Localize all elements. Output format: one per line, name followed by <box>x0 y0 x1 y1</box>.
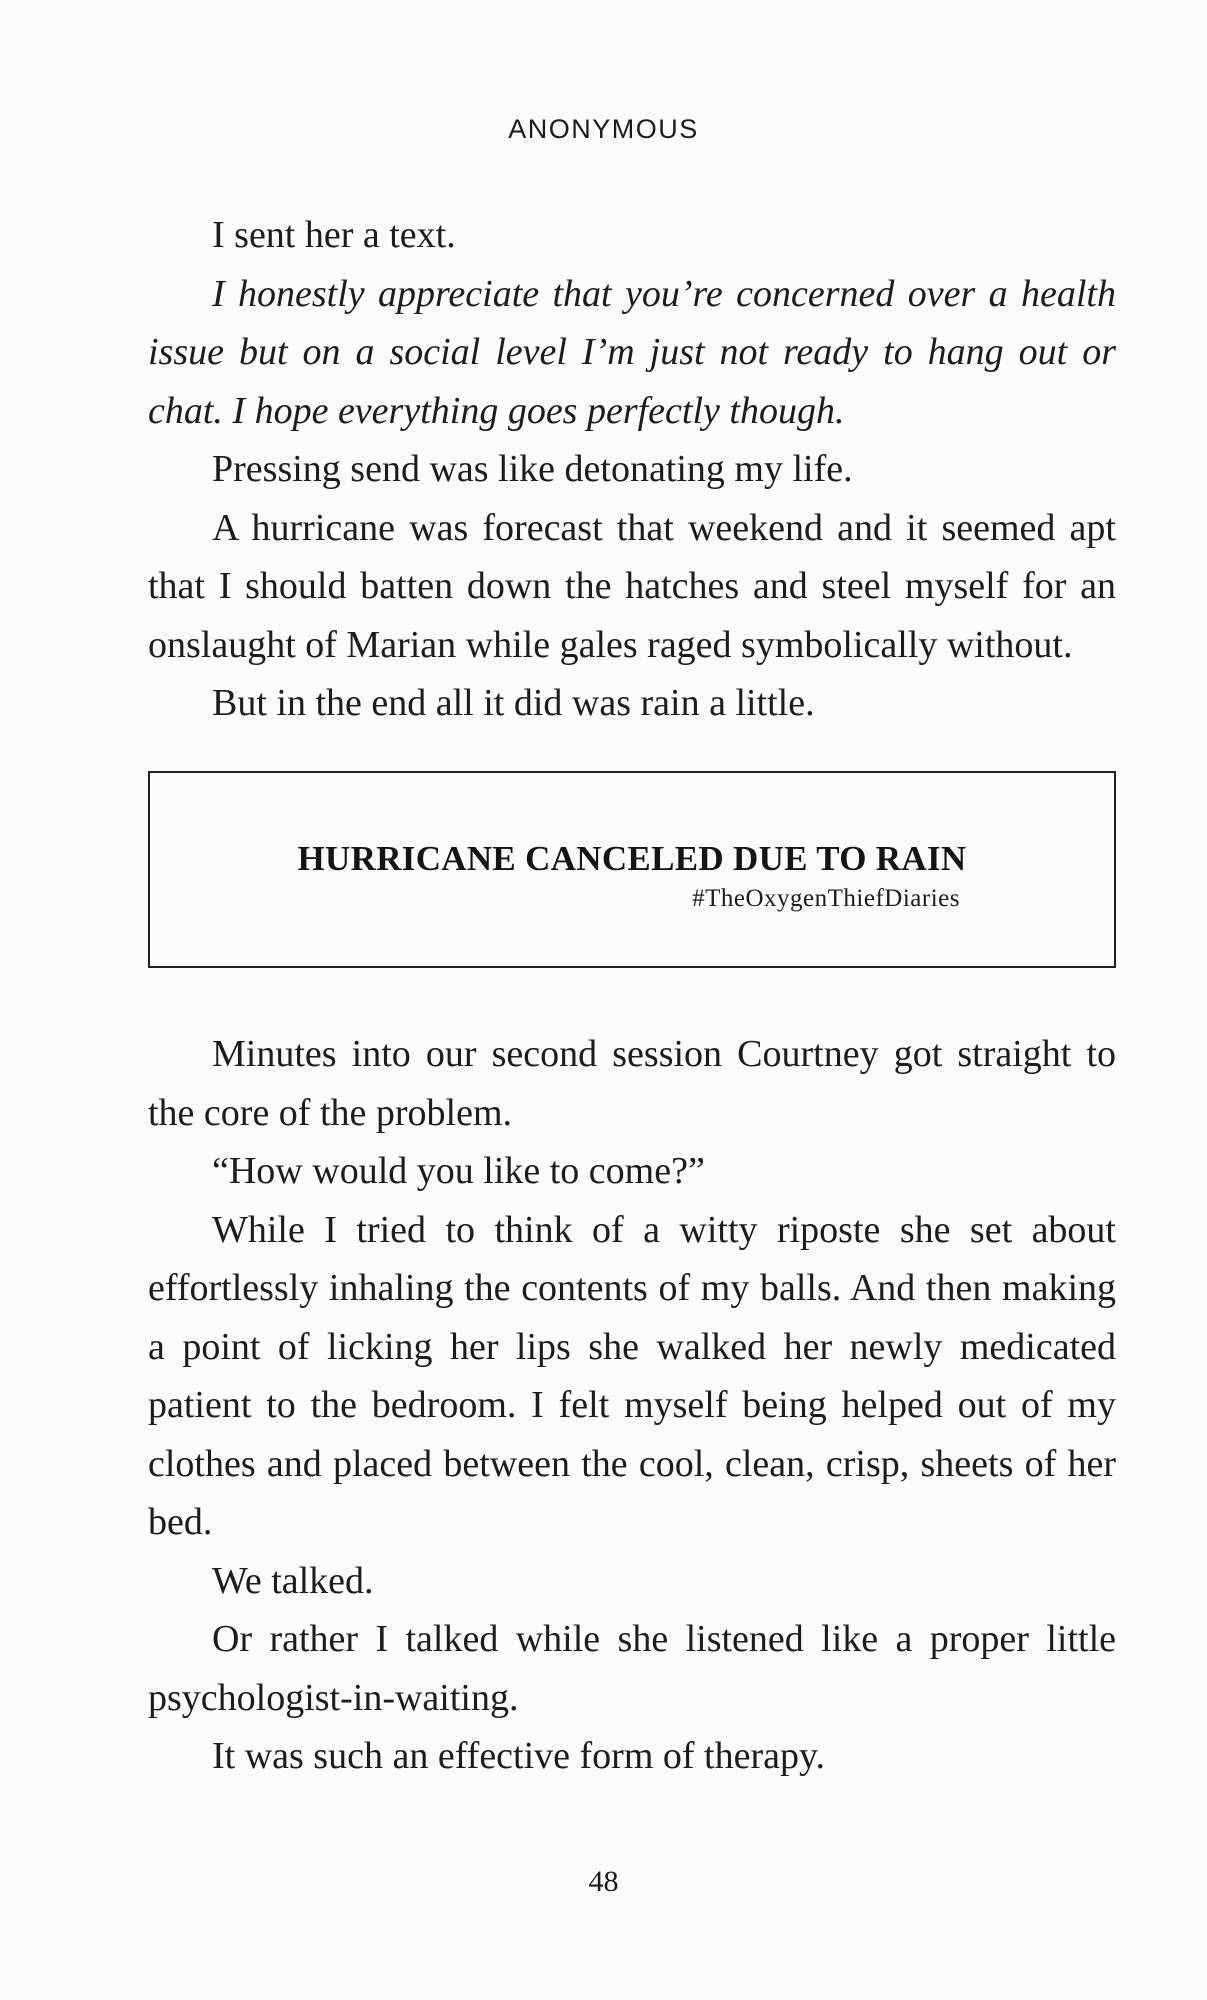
text-message-paragraph: I honestly appreciate that you’re concerned over a health issue but on a social level I’m just not ready to hang out or chat. I hope everything goes perfectly though. <box>148 272 1116 432</box>
callout-title: HURRICANE CANCELED DUE TO RAIN <box>297 839 967 878</box>
paragraph: While I tried to think of a witty riposte she set about effortlessly inhaling the contents of my balls. And then making a point of licking her lips she walked her newly medicated patient to the bedroom. I felt myself being helped out of my clothes and placed between the cool, clean, crisp, sheets of her bed. <box>148 1208 1116 1543</box>
hashtag-callout-box <box>148 771 1116 968</box>
callout-hashtag: #TheOxygenThiefDiaries <box>692 885 960 912</box>
paragraph: We talked. <box>212 1559 374 1602</box>
paragraph: A hurricane was forecast that weekend and it seemed apt that I should batten down the hatches and steel myself for an onslaught of Marian while gales raged symbolically without. <box>148 506 1116 666</box>
text-section-top <box>148 206 1116 733</box>
paragraph: But in the end all it did was rain a little. <box>212 682 815 724</box>
paragraph: It was such an effective form of therapy. <box>212 1735 826 1777</box>
page-number: 48 <box>588 1865 619 1898</box>
text-section-bottom <box>148 1025 1116 1786</box>
paragraph: Or rather I talked while she listened like a proper little psychologist-in-waiting. <box>148 1618 1116 1719</box>
paragraph: “How would you like to come?” <box>212 1150 705 1192</box>
paragraph: I sent her a text. <box>212 214 456 256</box>
paragraph: Minutes into our second session Courtney got straight to the core of the problem. <box>148 1033 1116 1134</box>
paragraph: Pressing send was like detonating my life. <box>212 448 853 490</box>
running-head: ANONYMOUS <box>508 114 699 144</box>
